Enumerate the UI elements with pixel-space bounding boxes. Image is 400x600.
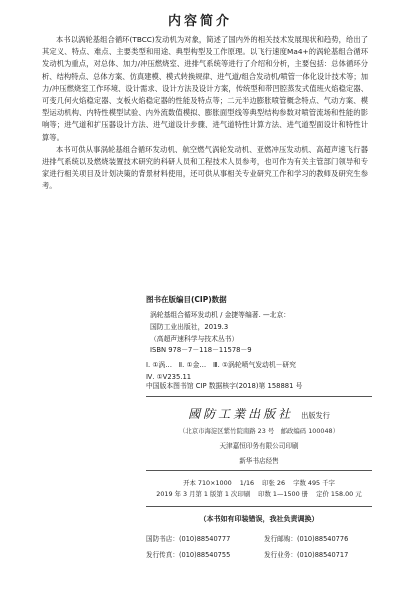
spec-words: 字数 495 千字 — [293, 479, 335, 487]
spec-edition: 2019 年 3 月第 1 版第 1 次印刷 — [156, 490, 251, 498]
spec-price: 定价 158.00 元 — [316, 490, 362, 498]
replacement-notice: （本书如有印装错误，我社负责调换） — [199, 515, 319, 523]
cip-heading: 图书在版编目(CIP)数据 — [146, 295, 227, 304]
cip-class-line: Ⅰ. ①涡… Ⅱ. ①金… Ⅲ. ①涡轮喷气发动机－研究 — [146, 361, 297, 370]
cip-record-number: 中国版本图书馆 CIP 数据核字(2018)第 158881 号 — [146, 382, 303, 390]
page-title: 内容简介 — [167, 14, 232, 29]
divider — [146, 470, 372, 471]
publisher-block — [146, 405, 372, 465]
contact-business: 发行业务：(010)88540717 — [264, 550, 349, 559]
contact-fax: 发行传真：(010)88540755 — [146, 550, 231, 559]
cip-data — [146, 310, 386, 384]
cip-class-line: Ⅳ. ①V235.11 — [146, 372, 192, 381]
printer: 天津嘉恒印务有限公司印刷 — [219, 442, 299, 450]
print-specs — [146, 478, 372, 500]
contact-mail-order: 发行邮购：(010)88540776 — [264, 535, 349, 543]
publisher-logo: 國防工業出版社 — [188, 407, 294, 421]
contact-row — [146, 548, 386, 564]
cip-line: （高超声速科学与技术丛书） — [150, 334, 239, 343]
divider — [146, 506, 372, 507]
divider — [146, 396, 372, 397]
content-summary — [42, 34, 368, 193]
contact-bookstore: 国防书店：(010)88540777 — [146, 535, 231, 543]
spec-copies: 印数 1—1500 册 — [258, 490, 309, 498]
distributor: 新华书店经售 — [239, 457, 279, 465]
spec-sheets: 印张 26 — [262, 479, 286, 487]
spec-format-fraction: 1/16 — [239, 479, 255, 487]
publisher-address: （北京市海淀区紫竹院南路 23 号 邮政编码 100048） — [178, 427, 340, 435]
spec-format: 开本 710×1000 — [183, 479, 232, 487]
contact-row — [146, 532, 386, 548]
summary-paragraph-1: 本书以涡轮基组合循环(TBCC)发动机为对象，简述了国内外的相关技术发展现状和趋势，给出了其定义、特点、难点、主要类型和用途、典型构型及工作原理。以飞行速度Ma4+的涡轮基组合循环发动机为重点，对总体、加力/冲压燃烧室、进排气系统等进行了介绍和分析，主要包括：总体循环分析、结构特点、总体方案、仿真建模、模式转换规律、进气道/组合发动机/喷管一体化设计技术等；加力/冲压燃烧室工作环境、设计需求、设计方法及设计方案，传统型和带凹腔蒸发式值班火焰稳定器、可变几何火焰稳定器、支板火焰稳定器的性能及特点等；二元半边膨胀喷管概念特点、气动方案、模型运动机构、内特性模型试验、内外流数值模拟、膨胀面型线等典型结构参数对喷管流场和性能的影响等；进气道和扩压器设计方法、进气道设计步骤、进气道特性计算方法、进气道型面设计和特性计算等。 — [42, 35, 368, 142]
contact-list — [146, 532, 386, 563]
summary-paragraph-2: 本书可供从事涡轮基组合循环发动机、航空燃气涡轮发动机、亚燃冲压发动机、高超声速飞行器进排气系统以及燃烧装置技术研究的科研人员和工程技术人员参考，也可作为有关主管部门领导和专家进行相关项目及计划决策的背景材料使用，还可供从事相关专业研究工作和学习的教师及研究生参考。 — [42, 144, 368, 191]
cip-line: ISBN 978－7－118－11578－9 — [150, 346, 252, 355]
issue-label: 出版发行 — [301, 411, 330, 420]
cip-line: 涡轮基组合循环发动机 / 金捷等编著. —北京： — [150, 311, 291, 319]
cip-line: 国防工业出版社，2019.3 — [150, 322, 229, 331]
